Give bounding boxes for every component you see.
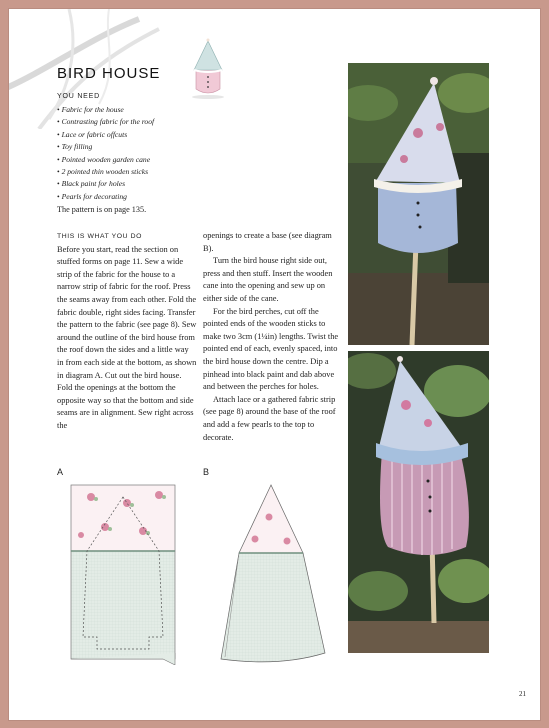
- you-need-heading: YOU NEED: [57, 93, 100, 100]
- instructions-heading: THIS IS WHAT YOU DO: [57, 233, 143, 240]
- instructions-paragraph: openings to create a base (see diagram B).: [203, 231, 332, 253]
- instructions-paragraph: Before you start, read the section on stuffed forms on page 11. Sew a wide strip of the fabric for the house to a narrow strip of fabric for the roof. Press the seams away from each other. Fold the fabric double, right sides facing. Transfer the pattern to the fabric (see page 8). Sew around the outline of the bird house from the roof down the sides and a little way in from each side at the bottom, as shown in diagram A. Cut out the bird house. Fold the openings at the bottom the opposite way so that the bottom and side seams are in alignment. Sew right across the: [57, 244, 197, 430]
- list-item: • Contrasting fabric for the roof: [57, 116, 154, 128]
- list-item: • Fabric for the house: [57, 104, 154, 116]
- diagram-b: [209, 481, 329, 667]
- instructions-paragraph: Turn the bird house right side out, press and then stuff. Insert the wooden cane into the opening and sew up on either side of the cane.: [203, 256, 333, 303]
- page-title: BIRD HOUSE: [57, 65, 161, 82]
- list-item: • Pearls for decorating: [57, 191, 154, 203]
- list-item: • Black paint for holes: [57, 178, 154, 190]
- diagram-a: [67, 483, 183, 665]
- instructions-paragraph: Attach lace or a gathered fabric strip (see page 8) around the base of the roof and add a few pearls to the top to decorate.: [203, 394, 336, 442]
- photo-bird-house-blue: [348, 63, 489, 345]
- pattern-note: The pattern is on page 135.: [57, 205, 147, 214]
- list-item: • Pointed wooden garden cane: [57, 154, 154, 166]
- list-item: • Lace or fabric offcuts: [57, 129, 154, 141]
- materials-list: [57, 104, 154, 203]
- diagram-b-label: B: [203, 467, 210, 477]
- bird-house-thumbnail: [187, 37, 229, 99]
- instructions-column-1: [57, 230, 197, 433]
- instructions-column-2: [203, 230, 343, 444]
- instructions-paragraph: For the bird perches, cut off the pointed ends of the wooden sticks to make two 3cm (1¼in) lengths. Twist the pointed end of each, evenly spaced, into the bird house down the centre. Dip a pinhead into black paint and dab above and between the perches for holes.: [203, 306, 339, 392]
- photo-bird-house-pink: [348, 351, 489, 653]
- diagram-a-label: A: [57, 467, 64, 477]
- list-item: • 2 pointed thin wooden sticks: [57, 166, 154, 178]
- page-number: 21: [519, 690, 526, 698]
- book-page: [8, 8, 541, 721]
- list-item: • Toy filling: [57, 141, 154, 153]
